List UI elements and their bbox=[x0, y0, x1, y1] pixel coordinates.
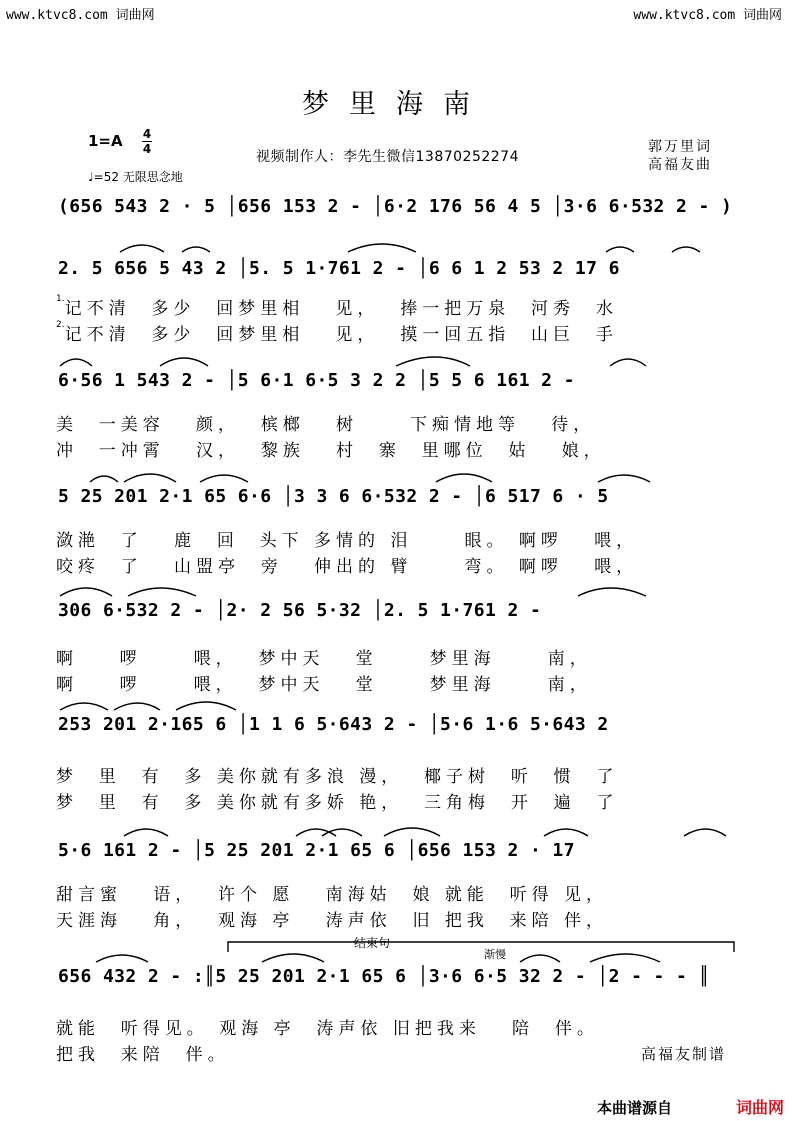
slur bbox=[520, 955, 560, 962]
slur bbox=[96, 955, 148, 962]
watermark-right: www.ktvc8.com 词曲网 bbox=[633, 8, 782, 23]
slur bbox=[348, 244, 416, 252]
lyric-verse-2: 咬疼 了 山盟亭 旁 伸出的 臂 弯。 啊啰 喂， bbox=[56, 557, 639, 577]
slur bbox=[384, 828, 440, 836]
slur bbox=[262, 954, 324, 962]
notation-line: (656 543 2 · 5 │656 153 2 - │6·2 176 56 4 5 │3·6 6·532 2 - ) bbox=[58, 196, 733, 217]
lyric-verse-2: 啊 啰 喂， 梦中天 堂 梦里海 南， bbox=[56, 675, 592, 695]
slur bbox=[120, 245, 164, 252]
slur bbox=[124, 829, 168, 836]
notation-line: 253 201 2·165 6 │1 1 6 5·643 2 - │5·6 1·6 5·643 2 bbox=[58, 714, 609, 735]
time-sig-bottom: 4 bbox=[142, 142, 152, 156]
lyricist: 郭万里词 bbox=[648, 139, 712, 155]
slur bbox=[606, 247, 634, 252]
footer-logo: 词曲网 bbox=[735, 1098, 784, 1117]
ending-label: 结束句 bbox=[350, 934, 394, 951]
slur bbox=[436, 474, 492, 482]
lyric-verse-1: 美 一美容 颜， 槟榔 树 下痴情地等 待， bbox=[56, 415, 596, 435]
lyric-verse-2: 记不清 多少 回梦里相 见， 摸一回五指 山巨 手 bbox=[64, 325, 618, 345]
lyric-verse-2: 冲 一冲霄 汉， 黎族 村 寨 里哪位 姑 娘， bbox=[56, 441, 606, 461]
lyric-final-1: 就能 听得见。 观海 亭 涛声依 旧把我来 陪 伴。 bbox=[56, 1019, 599, 1039]
slur bbox=[60, 359, 92, 366]
notation-line: 6·56 1 543 2 - │5 6·1 6·5 3 2 2 │5 5 6 161 2 - bbox=[58, 370, 575, 391]
slur bbox=[60, 588, 112, 596]
notation-line: 2. 5 656 5 43 2 │5. 5 1·761 2 - │6 6 1 2 53 2 17 6 bbox=[58, 258, 620, 279]
lyric-verse-2: 天涯海 角， 观海 亭 涛声依 旧 把我 来陪 伴， bbox=[56, 911, 609, 931]
slur bbox=[322, 829, 362, 836]
slur bbox=[114, 703, 160, 710]
lyric-line: $^{1.}$记不清 多少 回梦里相 见， 捧一把万泉 河秀 水 bbox=[56, 294, 618, 319]
slur bbox=[182, 247, 210, 252]
lyric-final-2: 把我 来陪 伴。 bbox=[56, 1045, 230, 1065]
slur bbox=[296, 829, 336, 836]
producer-info: 视频制作人：李先生微信13870252274 bbox=[256, 149, 519, 165]
lyric-verse-2: 梦 里 有 多 美你就有多娇 艳， 三角梅 开 遍 了 bbox=[56, 793, 619, 813]
slur bbox=[544, 829, 588, 836]
slur bbox=[578, 588, 646, 596]
lyric-verse-1: 啊 啰 喂， 梦中天 堂 梦里海 南， bbox=[56, 649, 592, 669]
ending-bracket bbox=[228, 942, 734, 952]
lyric-verse-1: 甜言蜜 语， 许个 愿 南海姑 娘 就能 听得 见， bbox=[56, 885, 609, 905]
page-title: 梦里海南 bbox=[302, 89, 490, 120]
slur bbox=[128, 588, 196, 596]
slur bbox=[60, 703, 108, 710]
slur bbox=[610, 359, 646, 366]
lyric-line: $^{2.}$记不清 多少 回梦里相 见， 摸一回五指 山巨 手 bbox=[56, 320, 618, 345]
slur bbox=[396, 357, 470, 366]
tempo-marking: ♩=52 无限思念地 bbox=[88, 170, 183, 184]
ritardando-label: 渐慢 bbox=[484, 948, 506, 961]
slur bbox=[176, 702, 236, 710]
slur bbox=[684, 829, 726, 836]
transcriber-credit: 高福友制谱 bbox=[640, 1045, 726, 1063]
slur bbox=[200, 475, 248, 482]
notation-line: 5 25 201 2·1 65 6·6 │3 3 6 6·532 2 - │6 517 6 · 5 bbox=[58, 486, 609, 507]
lyric-verse-1: 记不清 多少 回梦里相 见， 捧一把万泉 河秀 水 bbox=[64, 299, 618, 319]
key-signature: 1=A bbox=[88, 132, 123, 150]
notation-line: 656 432 2 - :║5 25 201 2·1 65 6 │3·6 6·5 32 2 - │2 - - - ║ bbox=[58, 966, 710, 987]
composer: 高福友曲 bbox=[648, 157, 712, 173]
slur bbox=[160, 358, 208, 366]
watermark-left: www.ktvc8.com 词曲网 bbox=[6, 8, 155, 23]
slur bbox=[590, 954, 660, 962]
slur bbox=[90, 476, 118, 482]
footer-source: 本曲谱源自 bbox=[596, 1099, 672, 1117]
slur bbox=[124, 474, 176, 482]
slur bbox=[672, 247, 700, 252]
time-sig-top: 4 bbox=[142, 127, 152, 141]
lyric-verse-1: 潋滟 了 鹿 回 头下 多情的 泪 眼。 啊啰 喂， bbox=[56, 531, 639, 551]
lyric-verse-1: 梦 里 有 多 美你就有多浪 漫， 椰子树 听 惯 了 bbox=[56, 767, 619, 787]
notation-line: 5·6 161 2 - │5 25 201 2·1 65 6 │656 153 2 · 17 bbox=[58, 840, 575, 861]
notation-line: 306 6·532 2 - │2· 2 56 5·32 │2. 5 1·761 2 - bbox=[58, 600, 542, 621]
slur bbox=[598, 475, 650, 482]
